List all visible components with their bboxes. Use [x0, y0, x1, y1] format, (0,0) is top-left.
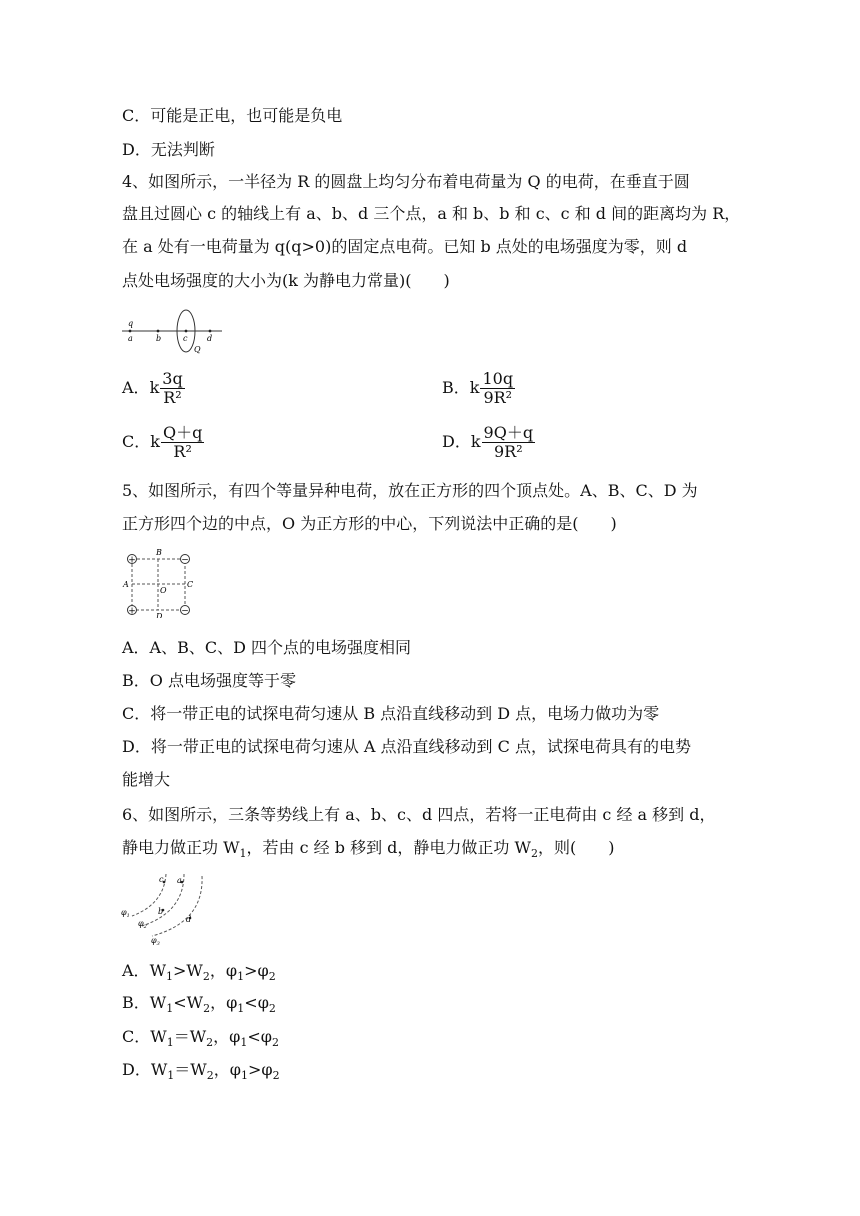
fig4-label-a: a [128, 334, 133, 343]
numerator: 3q [162, 369, 183, 388]
q4-option-d [442, 424, 535, 461]
fig4-label-d: d [207, 334, 213, 343]
option-label: B． [442, 378, 470, 397]
q4-option-b [442, 370, 515, 407]
numerator: 9Q＋q [483, 423, 534, 442]
subscript: 2 [202, 970, 210, 984]
option-label: D． [122, 1060, 151, 1079]
text: <φ [247, 1027, 272, 1046]
subscript: 1 [167, 1069, 175, 1083]
text: ＝W [173, 1027, 207, 1046]
subscript: 1 [240, 1036, 248, 1050]
text: >φ [247, 1060, 273, 1079]
constant-k: k [149, 378, 160, 397]
q4-stem-line-1: 4、如图所示，一半径为 R 的圆盘上均匀分布着电荷量为 Q 的电荷，在垂直于圆 [122, 172, 690, 191]
text: ＝W [174, 1060, 207, 1079]
fraction [482, 424, 536, 461]
fig4-label-c: c [183, 334, 188, 343]
constant-k: k [150, 432, 160, 451]
text: ，若由 c 经 b 移到 d，静电力做正功 W [246, 838, 531, 857]
plus-charge-bottom-left: + [128, 606, 136, 617]
subscript: 1 [237, 970, 245, 984]
q4-stem-line-4: 点处电场强度的大小为(k 为静电力常量)( ) [122, 271, 450, 290]
option-label: C． [122, 432, 151, 451]
fig4-label-Q: Q [194, 345, 201, 354]
option-label: A． [122, 378, 150, 397]
plus-charge-top-left: + [128, 555, 136, 566]
subscript: 1 [166, 970, 174, 984]
q4-option-a [122, 370, 185, 407]
fraction [160, 370, 184, 407]
text: ，则( ) [537, 838, 615, 857]
q3-option-c: C．可能是正电，也可能是负电 [122, 106, 343, 125]
fraction [161, 424, 204, 461]
q5-option-b: B．O 点电场强度等于零 [122, 671, 296, 690]
q4-figure [118, 308, 228, 358]
text: >φ [244, 961, 269, 980]
fig6-label-phi1: $\varphi_1$ [121, 908, 130, 919]
option-label: D． [442, 432, 471, 451]
text: W [150, 1060, 168, 1079]
q5-option-a: A．A、B、C、D 四个点的电场强度相同 [122, 638, 412, 657]
option-label: B． [122, 993, 150, 1012]
denominator: R² [163, 388, 182, 407]
subscript: 1 [166, 1036, 174, 1050]
text: W [149, 993, 167, 1012]
fig6-label-phi3: $\varphi_3$ [151, 936, 160, 946]
q4-stem-line-2: 盘且过圆心 c 的轴线上有 a、b、d 三个点，a 和 b、b 和 c、c 和 d 间的距离均为 R， [122, 204, 741, 223]
denominator: R² [173, 442, 192, 461]
text: ，φ [213, 1060, 241, 1079]
fraction [480, 370, 515, 407]
subscript: 2 [271, 1036, 279, 1050]
subscript: 1 [239, 847, 247, 861]
text: ，φ [209, 961, 238, 980]
text: W [149, 961, 167, 980]
q6-option-c [122, 1027, 279, 1053]
fig6-label-c: c [159, 875, 164, 884]
fig5-label-B: B [156, 548, 162, 557]
option-label: C． [122, 1027, 151, 1046]
q6-option-b [122, 993, 276, 1019]
subscript: 1 [240, 1069, 248, 1083]
text: ，φ [213, 1027, 241, 1046]
q3-option-d: D．无法判断 [122, 140, 215, 159]
fig4-label-b: b [156, 334, 162, 343]
fig6-label-d: d [186, 915, 192, 924]
fig4-label-q: q [128, 319, 134, 328]
q5-option-d-line-1: D．将一带正电的试探电荷匀速从 A 点沿直线移动到 C 点，试探电荷具有的电势 [122, 737, 691, 756]
fig5-label-C: C [187, 580, 194, 589]
q6-option-d [122, 1060, 280, 1086]
q5-stem-line-2: 正方形四个边的中点，O 为正方形的中心，下列说法中正确的是( ) [122, 514, 617, 533]
subscript: 2 [206, 1069, 214, 1083]
subscript: 2 [203, 1002, 211, 1016]
q6-stem-line-2 [122, 838, 614, 864]
subscript: 1 [166, 1002, 174, 1016]
q6-stem-line-1: 6、如图所示，三条等势线上有 a、b、c、d 四点，若将一正电荷由 c 经 a 移到 d， [122, 805, 716, 824]
subscript: 2 [206, 1036, 214, 1050]
minus-charge-bottom-right: − [181, 606, 189, 617]
fig6-label-phi2: $\varphi_2$ [138, 919, 147, 930]
fig6-label-b: b [158, 907, 164, 916]
text: W [150, 1027, 167, 1046]
q5-option-d-line-2: 能增大 [122, 770, 171, 789]
denominator: 9R² [483, 388, 513, 407]
fig5-label-A: A [123, 580, 129, 589]
text: >W [173, 961, 203, 980]
q5-figure [118, 546, 198, 618]
denominator: 9R² [494, 442, 523, 461]
option-label: A． [122, 961, 150, 980]
subscript: 2 [530, 847, 538, 861]
q4-stem-line-3: 在 a 处有一电荷量为 q(q>0)的固定点电荷。已知 b 点处的电场强度为零，则 d [122, 237, 688, 256]
subscript: 2 [268, 970, 276, 984]
subscript: 2 [268, 1002, 276, 1016]
numerator: 10q [482, 369, 514, 388]
q5-option-c: C．将一带正电的试探电荷匀速从 B 点沿直线移动到 D 点，电场力做功为零 [122, 704, 660, 723]
constant-k: k [470, 432, 481, 451]
text: ，φ [210, 993, 238, 1012]
text: <φ [244, 993, 269, 1012]
q6-figure [118, 870, 218, 946]
q5-stem-line-1: 5、如图所示，有四个等量异种电荷，放在正方形的四个顶点处。A、B、C、D 为 [122, 481, 698, 500]
fig5-label-D: D [156, 612, 163, 618]
constant-k: k [469, 378, 480, 397]
q4-option-c [122, 424, 204, 461]
text: <W [173, 993, 204, 1012]
q6-option-a [122, 961, 276, 987]
subscript: 2 [272, 1069, 280, 1083]
minus-charge-top-right: − [181, 555, 189, 566]
text: 静电力做正功 W [122, 838, 240, 857]
numerator: Q＋q [162, 423, 203, 442]
fig6-label-a: a [177, 876, 182, 885]
fig5-label-O: O [160, 586, 167, 595]
subscript: 1 [237, 1002, 245, 1016]
